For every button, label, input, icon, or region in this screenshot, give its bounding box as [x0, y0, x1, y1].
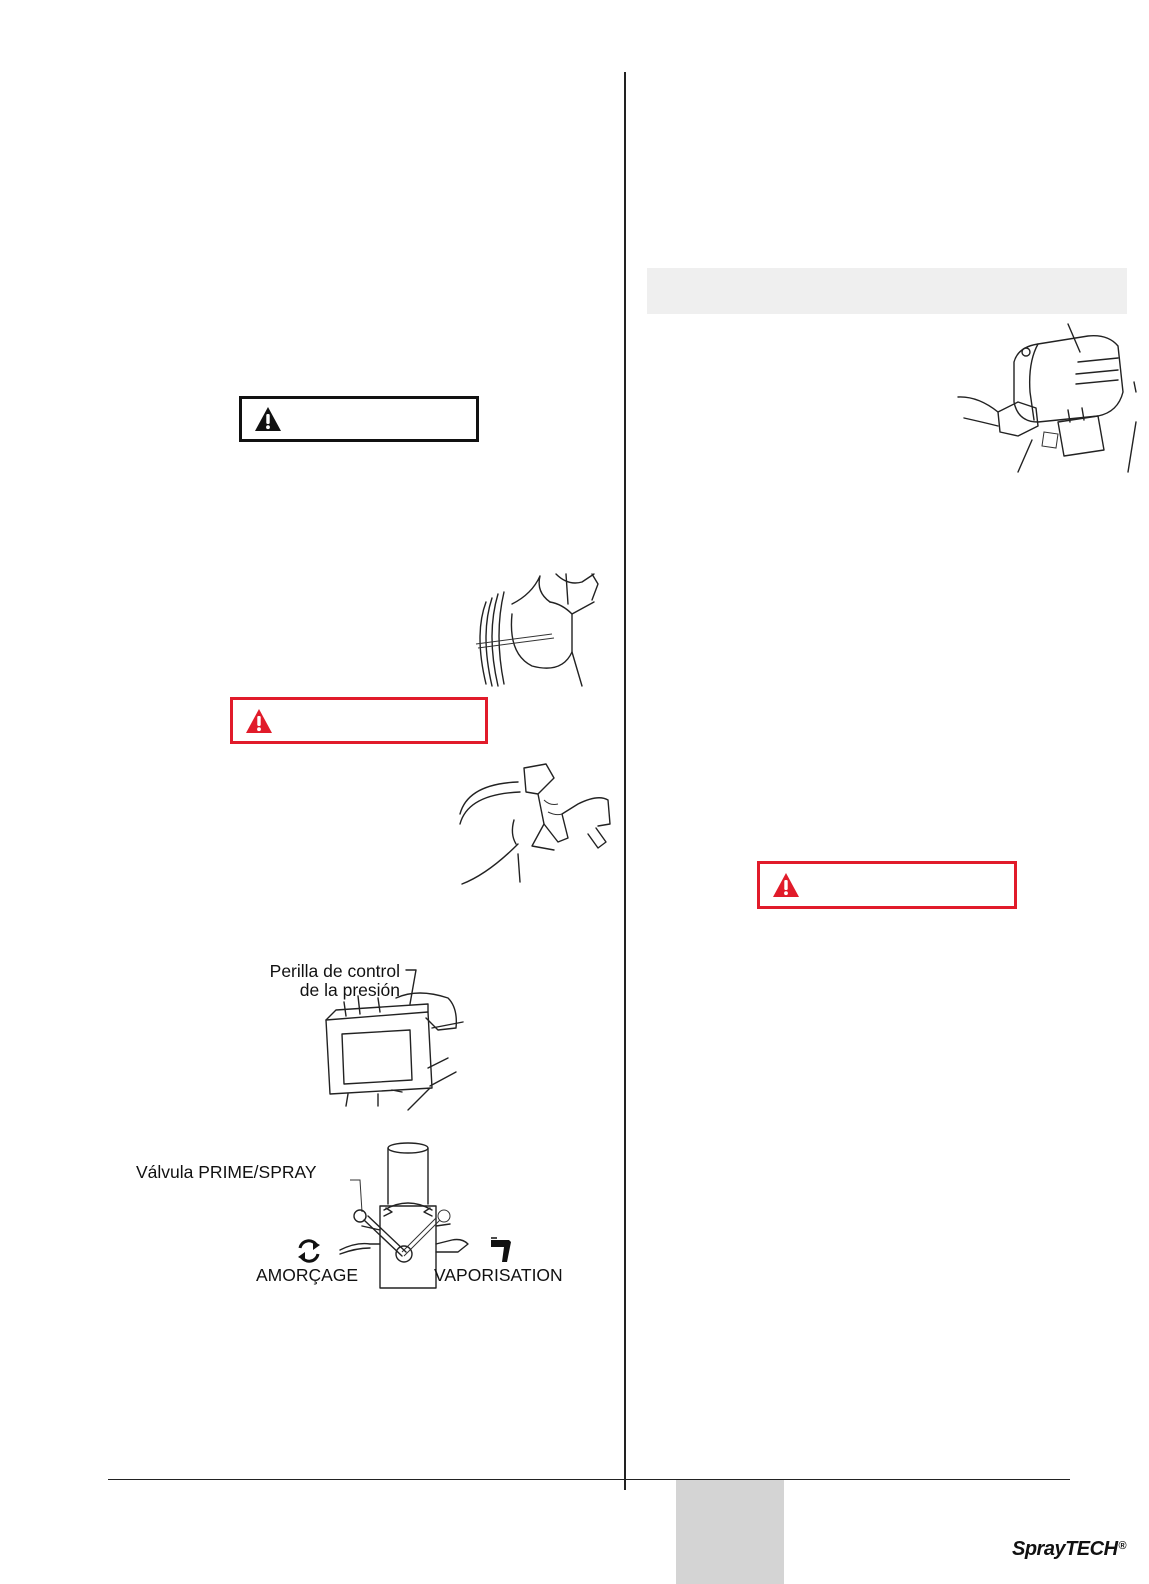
bucket-suction-illustration — [472, 574, 602, 688]
sprayer-motor-illustration — [958, 322, 1138, 472]
pressure-knob-label: Perilla de control de la presión — [269, 961, 400, 1000]
prime-circular-arrows-icon — [296, 1238, 322, 1264]
pressure-control-illustration — [318, 968, 463, 1110]
warning-triangle-icon — [772, 872, 800, 898]
warning-triangle-icon — [254, 406, 282, 432]
spray-gun-icon — [489, 1236, 517, 1264]
prime-spray-valve-label: Válvula PRIME/SPRAY — [136, 1162, 317, 1182]
spraytech-logo: SprayTECH® — [1012, 1538, 1127, 1560]
footer-rule — [108, 1479, 1070, 1480]
warning-triangle-icon — [245, 708, 273, 734]
column-divider — [624, 72, 626, 1490]
warning-box — [230, 697, 488, 744]
prime-position-label: AMORÇAGE — [256, 1265, 359, 1285]
warning-box — [757, 861, 1017, 909]
spray-gun-bucket-illustration — [458, 764, 614, 888]
warning-box — [239, 396, 479, 442]
spray-position-label: VAPORISATION — [434, 1265, 563, 1285]
page-number-tab — [676, 1480, 784, 1584]
section-header-bar — [647, 268, 1127, 314]
